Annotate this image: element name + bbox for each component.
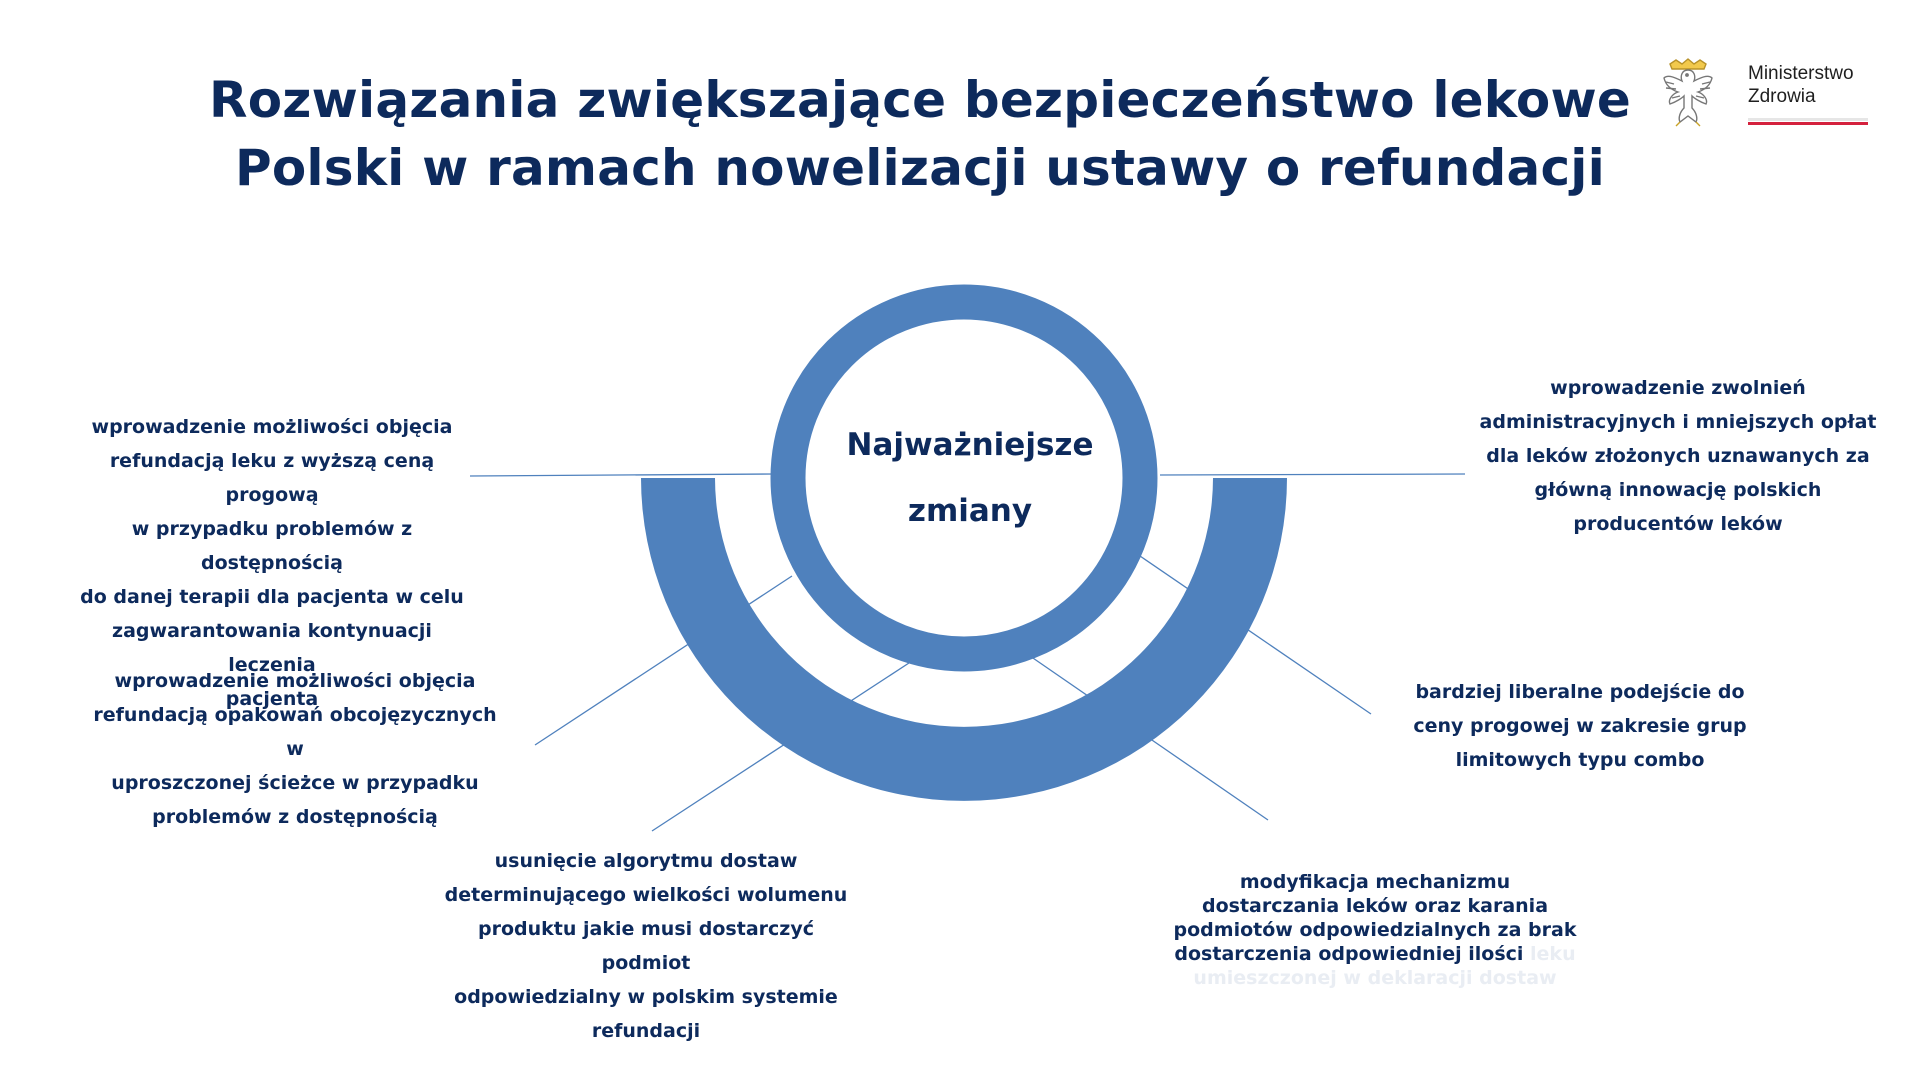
item-left-middle-line-2: refundacją opakowań obcojęzycznych w: [93, 704, 497, 760]
ministry-name-line-1: Ministerstwo: [1748, 63, 1854, 84]
item-right-top: [1478, 371, 1878, 541]
connector-left-top: [470, 474, 775, 476]
item-bottom-left-line-3: produktu jakie musi dostarczyć podmiot: [478, 918, 814, 974]
item-right-top-line-3: dla leków złożonych uznawanych za: [1486, 445, 1870, 467]
title-line-1: Rozwiązania zwiększające bezpieczeństwo lekowe: [209, 71, 1631, 129]
center-label: [780, 412, 1160, 544]
item-left-middle-line-4: problemów z dostępnością: [152, 806, 438, 828]
item-right-middle-line-1: bardziej liberalne podejście do: [1415, 681, 1745, 703]
item-left-top-line-1: wprowadzenie możliwości objęcia: [91, 416, 453, 438]
item-bottom-left-line-1: usunięcie algorytmu dostaw: [494, 850, 798, 872]
item-left-top-line-5: zagwarantowania kontynuacji leczenia: [112, 620, 432, 676]
item-bottom-left: [436, 844, 856, 1048]
item-bottom-right-line-5-faded: umieszczonej w deklaracji dostaw: [1193, 967, 1557, 989]
item-right-top-line-4: główną innowację polskich: [1534, 479, 1822, 501]
center-label-line-1: Najważniejsze: [846, 427, 1094, 463]
item-bottom-left-line-4: odpowiedzialny w polskim systemie: [454, 986, 838, 1008]
item-left-middle-line-1: wprowadzenie możliwości objęcia: [114, 670, 476, 692]
item-bottom-right: [1170, 870, 1580, 990]
item-bottom-right-line-2: dostarczania leków oraz karania: [1201, 895, 1549, 917]
item-right-top-line-2: administracyjnych i mniejszych opłat: [1479, 411, 1877, 433]
item-bottom-right-line-4-text: dostarczenia odpowiedniej ilości: [1174, 943, 1524, 965]
item-bottom-right-line-1: modyfikacja mechanizmu: [1239, 871, 1511, 893]
item-bottom-right-line-4: [1170, 942, 1580, 966]
title-line-2: Polski w ramach nowelizacji ustawy o refundacji: [235, 139, 1605, 197]
item-right-top-line-1: wprowadzenie zwolnień: [1550, 377, 1806, 399]
item-right-middle-line-3: limitowych typu combo: [1455, 749, 1705, 771]
item-right-top-line-5: producentów leków: [1573, 513, 1783, 535]
ministry-name-line-2: Zdrowia: [1748, 86, 1816, 107]
item-right-middle: [1410, 675, 1750, 777]
item-left-middle-line-3: uproszczonej ścieżce w przypadku: [111, 772, 479, 794]
center-label-line-2: zmiany: [907, 493, 1033, 529]
item-bottom-right-line-3: podmiotów odpowiedzialnych za brak: [1173, 919, 1577, 941]
connector-right-top: [1160, 474, 1465, 475]
item-right-middle-line-2: ceny progowej w zakresie grup: [1413, 715, 1747, 737]
item-left-top-line-4: do danej terapii dla pacjenta w celu: [80, 586, 464, 608]
item-left-middle: [90, 664, 500, 834]
item-bottom-left-line-2: determinującego wielkości wolumenu: [444, 884, 848, 906]
item-left-top-line-2: refundacją leku z wyższą ceną progową: [109, 450, 435, 506]
item-left-top-line-6: pacjenta: [225, 688, 319, 710]
item-left-top-line-3: w przypadku problemów z dostępnością: [131, 518, 413, 574]
item-bottom-right-line-4-faded: leku: [1530, 943, 1576, 965]
item-bottom-left-line-5: refundacji: [591, 1020, 701, 1042]
